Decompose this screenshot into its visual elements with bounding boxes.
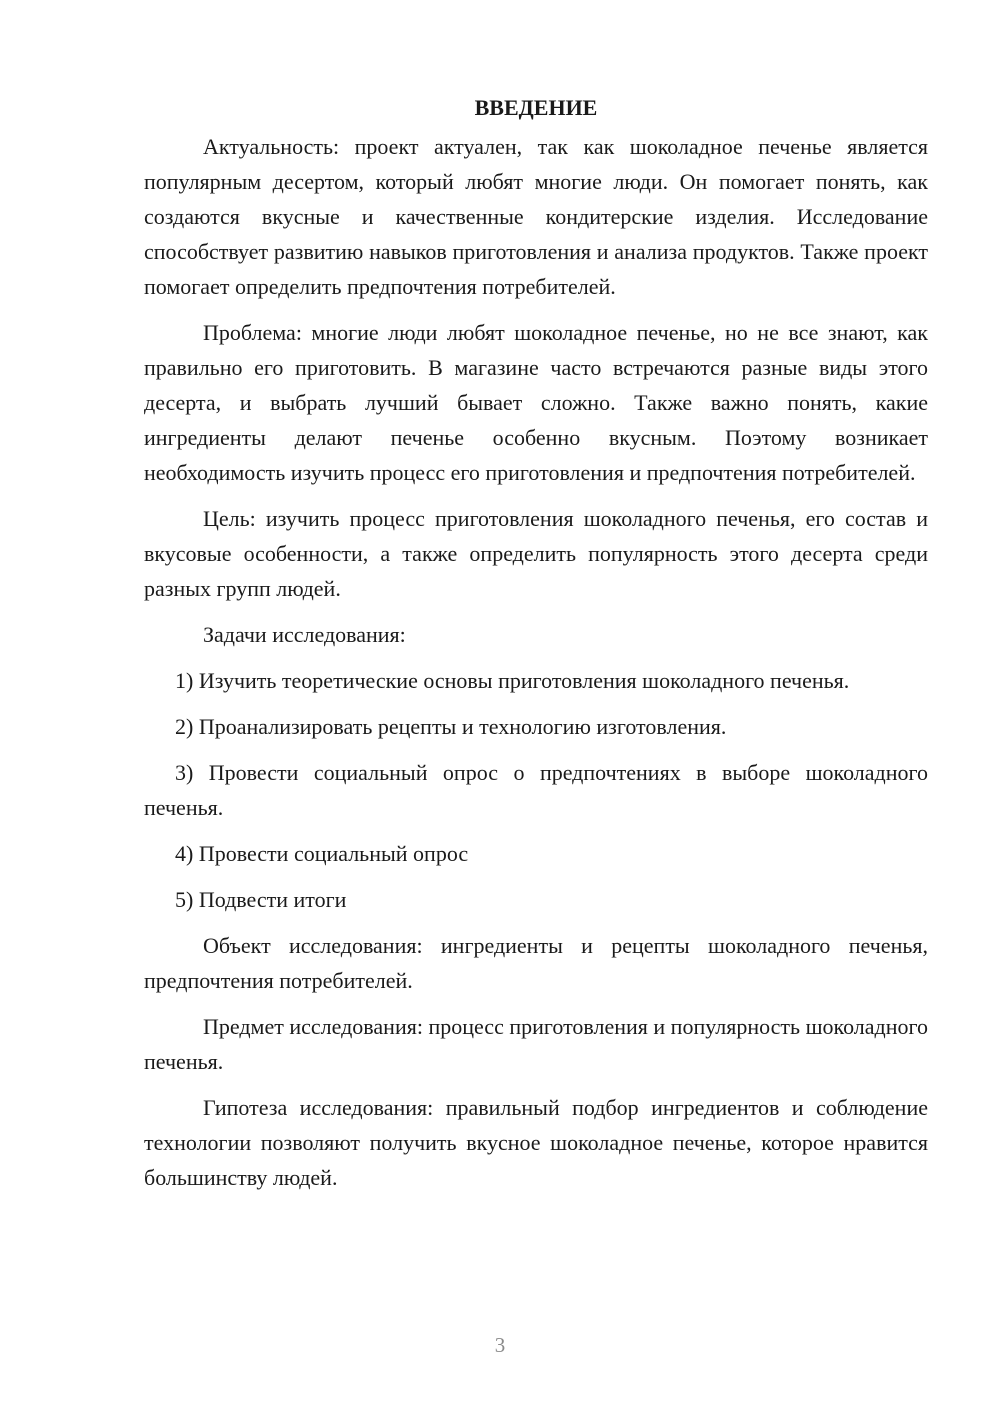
list-item-task-5: 5) Подвести итоги	[175, 887, 347, 912]
tasks-heading: Задачи исследования:	[203, 622, 406, 647]
paragraph-hypothesis: Гипотеза исследования: правильный подбор ингредиентов и соблюдение технологии позволяют получить вкусное шоколадное печенье, которое нравится большинству людей.	[144, 1095, 928, 1190]
paragraph-goal: Цель: изучить процесс приготовления шоколадного печенья, его состав и вкусовые особенности, а также определить популярность этого десерта среди разных групп людей.	[144, 506, 928, 601]
paragraph-subject: Предмет исследования: процесс приготовления и популярность шоколадного печенья.	[144, 1014, 928, 1074]
paragraph-problem: Проблема: многие люди любят шоколадное печенье, но не все знают, как правильно его приготовить. В магазине часто встречаются разные виды этого десерта, и выбрать лучший бывает сложно. Также важно понять, какие ингредиенты делают печенье особенно вкусным. Поэтому возникает необходимость изучить процесс его приготовления и предпочтения потребителей.	[144, 320, 928, 485]
paragraph-object: Объект исследования: ингредиенты и рецепты шоколадного печенья, предпочтения потребителей.	[144, 933, 928, 993]
page-number: 3	[494, 1333, 506, 1357]
list-item-task-4: 4) Провести социальный опрос	[175, 841, 469, 866]
document-page	[144, 90, 928, 1206]
list-item-task-2: 2) Проанализировать рецепты и технологию изготовления.	[175, 714, 727, 739]
page-title: ВВЕДЕНИЕ	[474, 95, 598, 120]
list-item-task-3: 3) Провести социальный опрос о предпочтениях в выборе шоколадного печенья.	[144, 760, 928, 820]
list-item-task-1: 1) Изучить теоретические основы приготовления шоколадного печенья.	[175, 668, 850, 693]
paragraph-relevance: Актуальность: проект актуален, так как шоколадное печенье является популярным десертом, который любят многие люди. Он помогает понять, как создаются вкусные и качественные кондитерские изделия. Исследование способствует развитию навыков приготовления и анализа продуктов. Также проект помогает определить предпочтения потребителей.	[144, 134, 928, 299]
